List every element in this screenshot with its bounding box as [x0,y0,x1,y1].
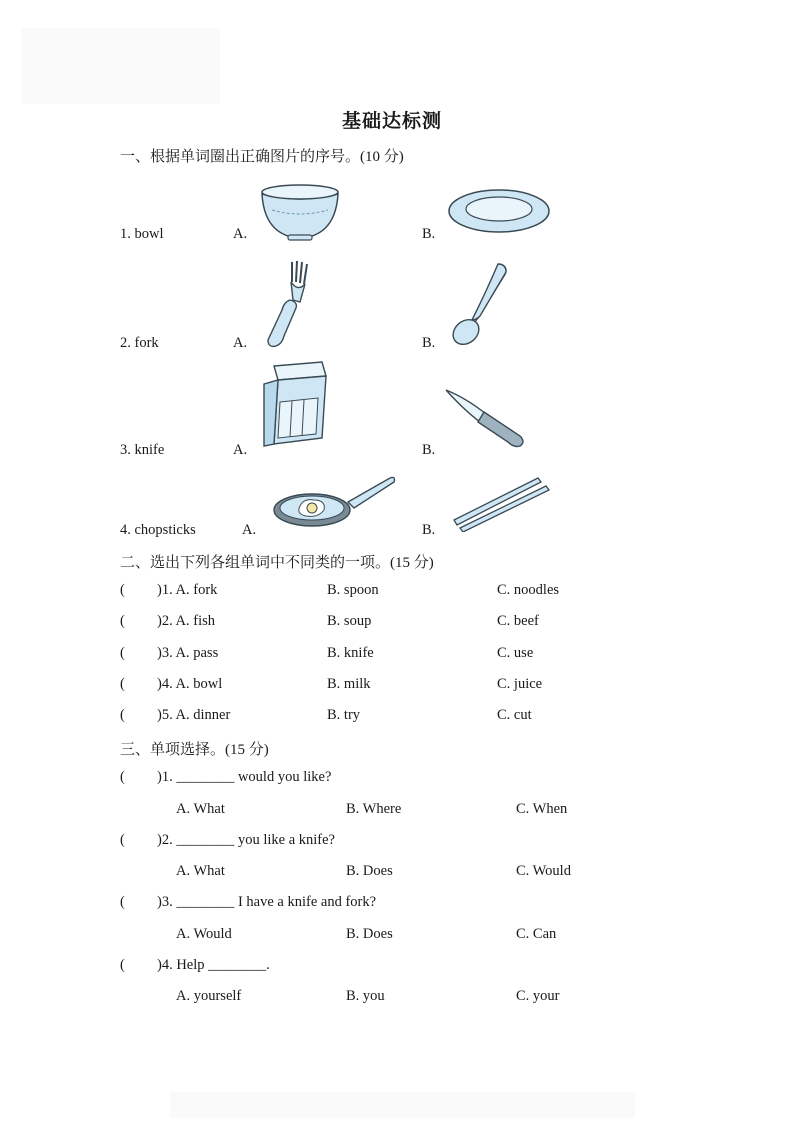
s2-q4-option-a[interactable]: )4. A. bowl [157,676,223,692]
s3-q4-question: )4. Help ________. [157,957,270,973]
s2-q3-option-b[interactable]: B. knife [327,645,374,661]
item3-option-b[interactable]: B. [422,442,436,458]
s3-q2-option-c[interactable]: C. Would [516,863,571,879]
s3-q4-option-a[interactable]: A. yourself [176,988,242,1004]
s3-q1-option-a[interactable]: A. What [176,801,225,817]
s2-q1-option-a[interactable]: )1. A. fork [157,582,218,598]
s2-q4-paren: ( [120,676,125,692]
s3-q1-paren: ( [120,769,125,785]
item3-label: 3. knife [120,442,165,458]
s2-q2-option-b[interactable]: B. soup [327,613,372,629]
s2-q4-option-b[interactable]: B. milk [327,676,371,692]
faint-footer-mark [170,1092,635,1118]
s2-q2-option-a[interactable]: )2. A. fish [157,613,215,629]
s2-q4-option-c[interactable]: C. juice [497,676,543,692]
s3-q3-question: )3. ________ I have a knife and fork? [157,894,377,910]
item4-option-a[interactable]: A. [242,522,257,538]
s2-q3-option-a[interactable]: )3. A. pass [157,645,219,661]
s3-q3-option-b[interactable]: B. Does [346,926,393,942]
page-title: 基础达标测 [342,111,443,132]
spoon-image [446,262,510,350]
fork-image [262,258,314,350]
s3-q3-paren: ( [120,894,125,910]
s3-q3-option-c[interactable]: C. Can [516,926,557,942]
s3-q2-paren: ( [120,832,125,848]
plate-image [446,186,552,236]
item1-option-b[interactable]: B. [422,226,436,242]
s2-q2-option-c[interactable]: C. beef [497,613,539,629]
chopsticks-image [450,474,554,532]
s2-q1-paren: ( [120,582,125,598]
item2-option-a[interactable]: A. [233,335,248,351]
s3-q4-paren: ( [120,957,125,973]
s2-q1-option-c[interactable]: C. noodles [497,582,560,598]
s3-q3-option-a[interactable]: A. Would [176,926,232,942]
item1-option-a[interactable]: A. [233,226,248,242]
s3-q4-option-b[interactable]: B. you [346,988,385,1004]
s2-q3-paren: ( [120,645,125,661]
item2-option-b[interactable]: B. [422,335,436,351]
bowl-image [258,180,342,242]
item4-option-b[interactable]: B. [422,522,436,538]
frying-pan-image [270,472,398,530]
s3-q1-option-b[interactable]: B. Where [346,801,402,817]
faint-header-mark [22,28,220,104]
s2-q3-option-c[interactable]: C. use [497,645,534,661]
milk-carton-image [260,360,332,452]
item2-label: 2. fork [120,335,159,351]
item3-option-a[interactable]: A. [233,442,248,458]
s3-q1-question: )1. ________ would you like? [157,769,332,785]
s2-q5-option-a[interactable]: )5. A. dinner [157,707,231,723]
item1-label: 1. bowl [120,226,164,242]
s3-q2-question: )2. ________ you like a knife? [157,832,335,848]
s3-q4-option-c[interactable]: C. your [516,988,560,1004]
item4-label: 4. chopsticks [120,522,196,538]
s3-q1-option-c[interactable]: C. When [516,801,568,817]
s2-q5-option-b[interactable]: B. try [327,707,361,723]
section2-heading: 二、选出下列各组单词中不同类的一项。(15 分) [120,555,434,571]
section1-heading: 一、根据单词圈出正确图片的序号。(10 分) [120,149,404,165]
knife-image [444,388,526,452]
section3-heading: 三、单项选择。(15 分) [120,742,269,758]
s2-q5-paren: ( [120,707,125,723]
s3-q2-option-b[interactable]: B. Does [346,863,393,879]
s2-q2-paren: ( [120,613,125,629]
s3-q2-option-a[interactable]: A. What [176,863,225,879]
s2-q1-option-b[interactable]: B. spoon [327,582,379,598]
s2-q5-option-c[interactable]: C. cut [497,707,532,723]
